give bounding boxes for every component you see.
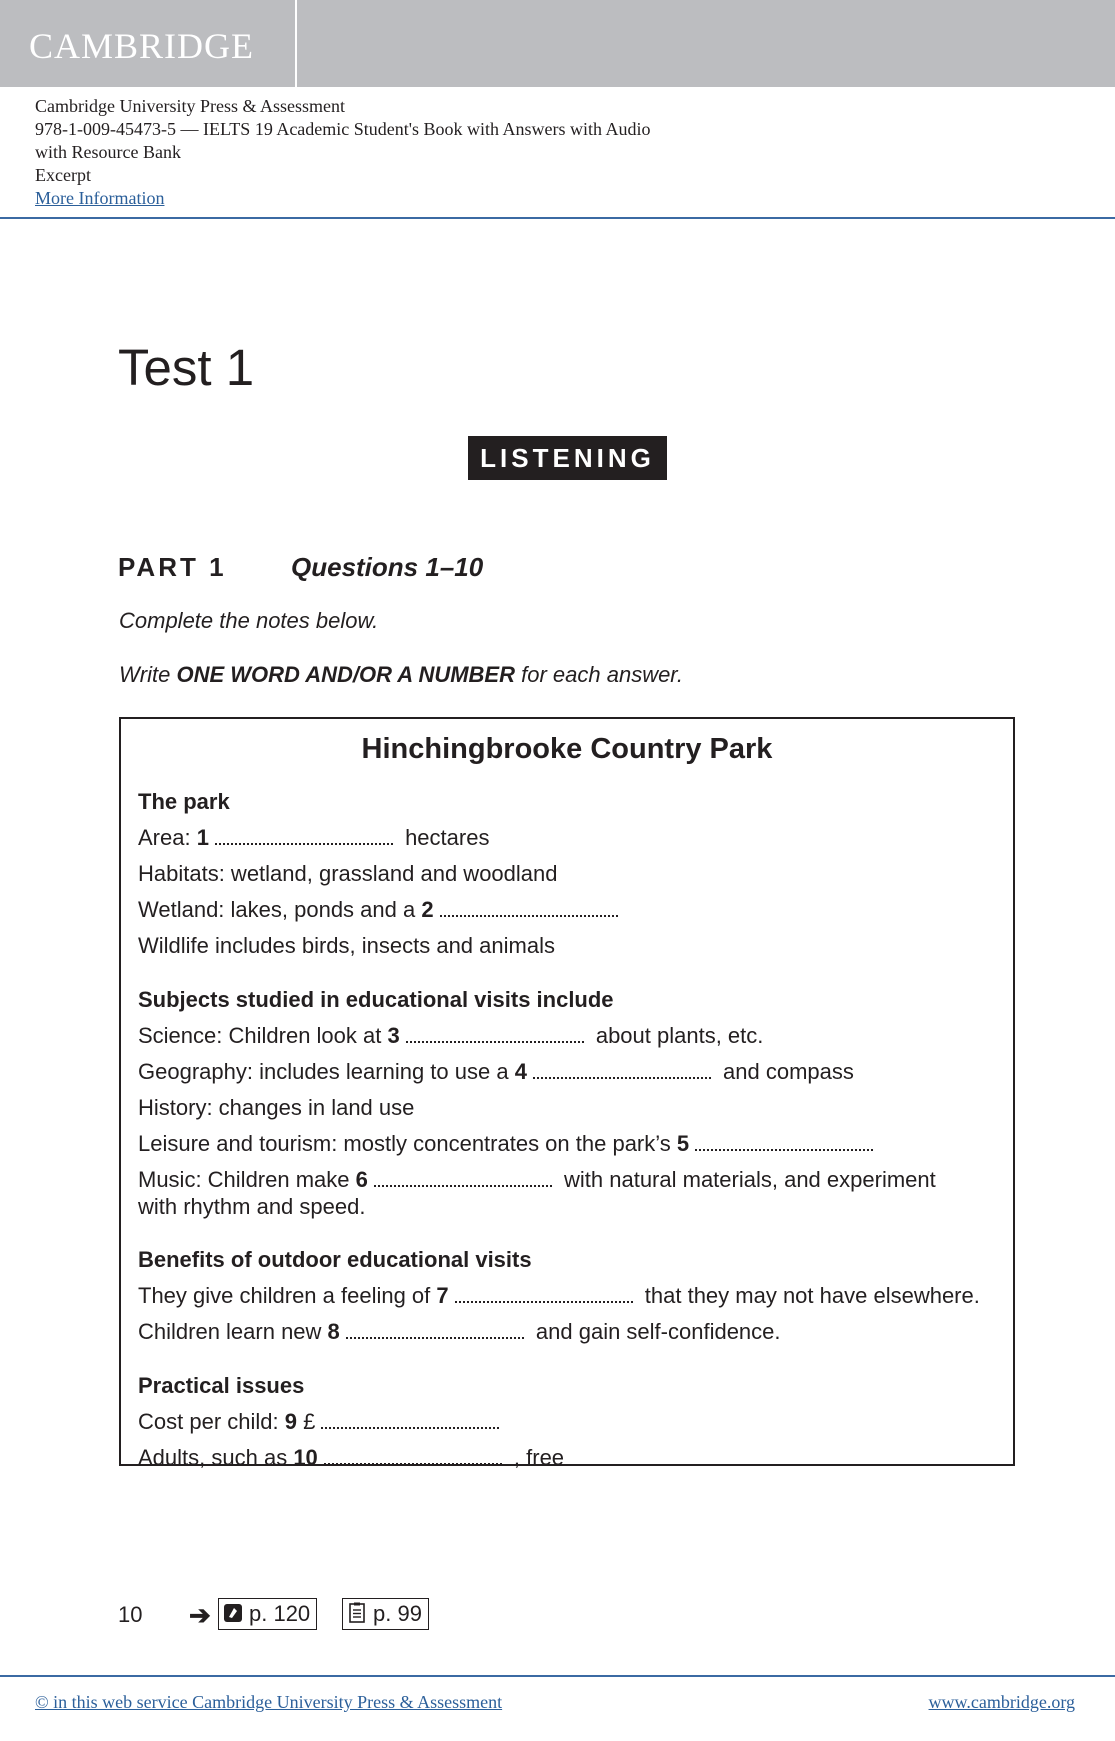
answer-gap-1[interactable] (215, 829, 393, 845)
answer-gap-2[interactable] (440, 901, 618, 917)
note-text: Adults, such as (138, 1445, 294, 1470)
cambridge-logo: CAMBRIDGE (29, 26, 255, 66)
page-number: 10 (118, 1602, 143, 1627)
page-footer-nav (118, 1598, 422, 1632)
footer-rule (0, 1675, 1115, 1677)
publisher-line: Cambridge University Press & Assessment (35, 96, 345, 116)
note-text: Leisure and tourism: mostly concentrates on the park’s (138, 1131, 677, 1156)
note-line (138, 1166, 936, 1194)
question-number: 7 (436, 1283, 449, 1308)
note-line (138, 1282, 980, 1310)
book-metadata (35, 95, 795, 210)
section-heading: Benefits of outdoor educational visits (138, 1247, 532, 1272)
question-number: 6 (355, 1167, 368, 1192)
note-line (138, 896, 624, 924)
note-line: History: changes in land use (138, 1095, 415, 1120)
answer-gap-7[interactable] (455, 1287, 633, 1303)
audio-script-icon (223, 1602, 243, 1624)
answer-key-page: p. 99 (373, 1601, 422, 1626)
isbn-title-continued: with Resource Bank (35, 142, 181, 162)
arrow-right-icon: ➔ (189, 1600, 211, 1630)
answer-gap-6[interactable] (374, 1171, 552, 1187)
answer-gap-3[interactable] (406, 1027, 584, 1043)
test-title: Test 1 (118, 339, 255, 396)
note-text: Wetland: lakes, ponds and a (138, 897, 422, 922)
note-text: They give children a feeling of (138, 1283, 437, 1308)
instruction-complete-notes: Complete the notes below. (119, 608, 379, 633)
part-heading (118, 550, 484, 584)
header-divider (295, 0, 297, 87)
question-number: 3 (387, 1023, 400, 1048)
note-line (138, 1022, 763, 1050)
answer-gap-8[interactable] (346, 1323, 524, 1339)
note-text: Science: Children look at (138, 1023, 388, 1048)
part-label: PART 1 (118, 552, 227, 582)
note-line (138, 1058, 854, 1086)
excerpt-label: Excerpt (35, 165, 91, 185)
note-line (138, 1318, 781, 1346)
instruction-text: Write (119, 662, 177, 687)
question-number: 8 (327, 1319, 340, 1344)
question-number: 9 (284, 1409, 297, 1434)
section-heading: Subjects studied in educational visits include (138, 987, 614, 1012)
instruction-word-limit (119, 661, 683, 689)
note-text: and compass (716, 1059, 854, 1084)
header-rule (0, 217, 1115, 219)
note-text: Area: (138, 825, 197, 850)
section-badge: LISTENING (468, 436, 667, 480)
note-line: Habitats: wetland, grassland and woodland (138, 861, 558, 886)
answer-key-reference[interactable] (342, 1598, 429, 1630)
instruction-text: for each answer. (515, 662, 683, 687)
more-information-link[interactable]: More Information (35, 188, 165, 208)
note-text: with natural materials, and experiment (557, 1167, 936, 1192)
isbn-title-line: 978-1-009-45473-5 — IELTS 19 Academic Student's Book with Answers with Audio (35, 119, 651, 139)
copyright-link[interactable]: © in this web service Cambridge University Press & Assessment (35, 1692, 503, 1712)
question-number: 2 (421, 897, 434, 922)
section-heading: The park (138, 789, 230, 814)
note-text: Cost per child: (138, 1409, 285, 1434)
note-text: Children learn new (138, 1319, 328, 1344)
question-number: 10 (293, 1445, 318, 1470)
note-line: Wildlife includes birds, insects and animals (138, 933, 555, 958)
note-line (138, 1130, 879, 1158)
question-number: 5 (676, 1131, 690, 1156)
audioscript-page: p. 120 (249, 1601, 311, 1626)
audioscript-reference[interactable] (218, 1598, 317, 1630)
note-text: that they may not have elsewhere. (638, 1283, 980, 1308)
note-line (138, 824, 489, 852)
answer-gap-9[interactable] (321, 1413, 499, 1429)
note-line (138, 1444, 564, 1472)
note-text: about plants, etc. (589, 1023, 764, 1048)
note-text: £ (296, 1409, 316, 1434)
website-link[interactable]: www.cambridge.org (928, 1692, 1075, 1712)
question-number: 1 (196, 825, 209, 850)
note-text: , free (507, 1445, 565, 1470)
note-text: and gain self-confidence. (529, 1319, 781, 1344)
section-heading: Practical issues (138, 1373, 305, 1398)
note-text: hectares (398, 825, 490, 850)
note-line (138, 1408, 505, 1436)
notes-box (119, 717, 1015, 1470)
note-text: Music: Children make (138, 1167, 356, 1192)
note-text: Geography: includes learning to use a (138, 1059, 515, 1084)
instruction-emphasis: ONE WORD AND/OR A NUMBER (176, 662, 515, 687)
note-line-continued: with rhythm and speed. (138, 1194, 366, 1219)
answer-key-icon (347, 1602, 367, 1624)
header-band (0, 0, 1115, 87)
notes-title: Hinchingbrooke Country Park (361, 733, 773, 765)
answer-gap-5[interactable] (695, 1135, 873, 1151)
question-number: 4 (514, 1059, 527, 1084)
questions-range: Questions 1–10 (291, 552, 484, 582)
answer-gap-4[interactable] (533, 1063, 711, 1079)
answer-gap-10[interactable] (324, 1449, 502, 1465)
